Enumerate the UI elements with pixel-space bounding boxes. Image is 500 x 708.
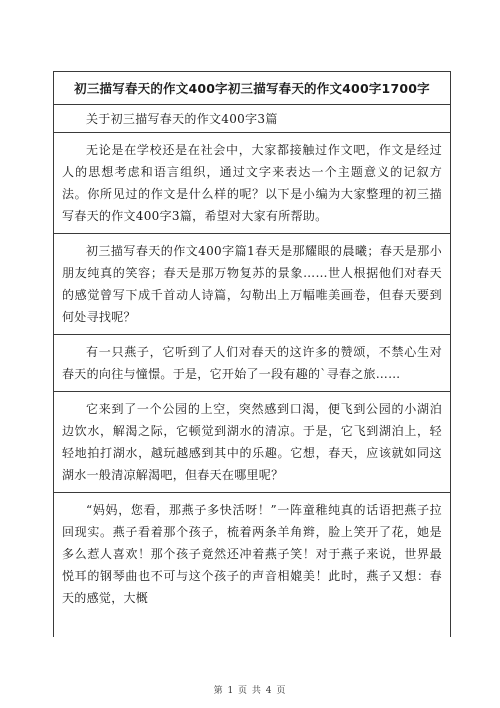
paragraph-intro: 无论是在学校还是在社会中，大家都接触过作文吧，作文是经过人的思想考虑和语言组织，通过文字来表达一个主题意义的记叙方法。你所见过的作文是什么样的呢？以下是小编为大家整理的初三描写春天的作文400字3篇，希望对大家有所帮助。 (54, 133, 450, 234)
page-number: 第 1 页 共 4 页 (213, 686, 287, 696)
document-title: 初三描写春天的作文400字初三描写春天的作文400字1700字 (54, 72, 450, 105)
paragraph-spring-intro: 初三描写春天的作文400字篇1春天是那耀眼的晨曦；春天是那小朋友纯真的笑容；春天是那万物复苏的景象……世人根据他们对春天的感觉曾写下成千首动人诗篇，勾勒出上万幅唯美画卷，但春天要到何处寻找呢？ (54, 234, 450, 335)
paragraph-child: “妈妈，您看，那燕子多快活呀！”一阵童稚纯真的话语把燕子拉回现实。燕子看着那个孩子，梳着两条羊角辫，脸上笑开了花，她是多么惹人喜欢！那个孩子竟然还冲着燕子笑！对于燕子来说，世界最悦耳的钢琴曲也不可与这个孩子的声音相媲美！此时，燕子又想：春天的感觉，大概 (62, 503, 442, 605)
document-table (53, 71, 451, 637)
paragraph-park-lake: 它来到了一个公园的上空，突然感到口渴，便飞到公园的小湖泊边饮水，解渴之际，它顿觉到湖水的清凉。于是，它飞到湖泊上，轻轻地拍打湖水，越玩越感到其中的乐趣。它想，春天，应该就如同这湖水一般清凉解渴吧，但春天在哪里呢？ (54, 392, 450, 493)
paragraph-swallow: 有一只燕子，它听到了人们对春天的这许多的赞颂，不禁心生对春天的向往与憧憬。于是，它开始了一段有趣的`寻春之旅…… (54, 335, 450, 392)
document-subtitle: 关于初三描写春天的作文400字3篇 (54, 105, 450, 133)
